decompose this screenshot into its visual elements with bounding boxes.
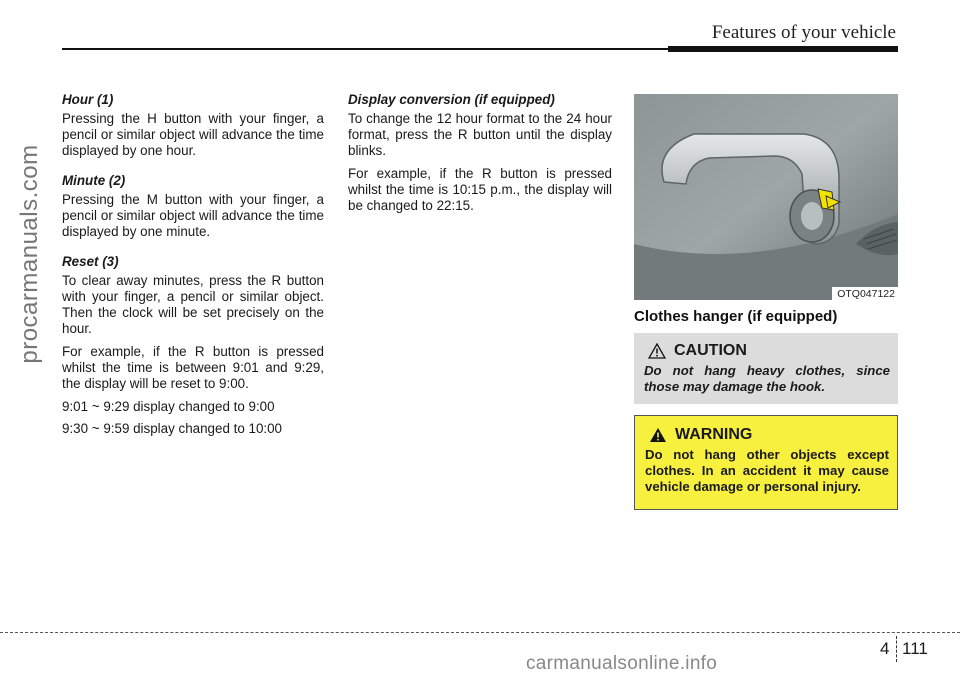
minute-text: Pressing the M button with your finger, a pencil or similar object will advance the time displayed by one minute. xyxy=(62,192,324,239)
footer-rule xyxy=(0,632,960,633)
text-column-left xyxy=(62,92,324,443)
figure-caption: OTQ047122 xyxy=(832,287,898,300)
reset-heading: Reset (3) xyxy=(62,254,119,269)
side-watermark: procarmanuals.com xyxy=(16,144,43,364)
caution-label: CAUTION xyxy=(674,342,747,359)
caution-box xyxy=(634,333,898,404)
warning-label: WARNING xyxy=(675,426,753,443)
header-bar xyxy=(668,46,898,52)
hour-text: Pressing the H button with your finger, a pencil or similar object will advance the time displayed by one hour. xyxy=(62,111,324,158)
hour-heading: Hour (1) xyxy=(62,92,114,107)
bottom-watermark: carmanualsonline.info xyxy=(526,653,718,674)
warning-box xyxy=(634,415,898,510)
caution-text: Do not hang heavy clothes, since those may damage the hook. xyxy=(644,363,890,394)
hanger-illustration xyxy=(634,94,898,300)
footer-separator xyxy=(896,636,897,662)
page-header-title: Features of your vehicle xyxy=(711,22,896,43)
display-conversion-example: For example, if the R button is pressed whilst the time is 10:15 p.m., the display will be changed to 22:15. xyxy=(348,166,612,213)
section-title: Clothes hanger (if equipped) xyxy=(634,308,838,325)
reset-example: For example, if the R button is pressed whilst the time is between 9:01 and 9:29, the display will be reset to 9:00. xyxy=(62,344,324,391)
reset-line-2: 9:30 ~ 9:59 display changed to 10:00 xyxy=(62,421,283,436)
footer-chapter-number: 4 xyxy=(880,639,890,658)
caution-header xyxy=(644,342,890,360)
display-conversion-text: To change the 12 hour format to the 24 hour format, press the R button until the display blinks. xyxy=(348,111,612,158)
warning-header xyxy=(645,426,889,444)
warning-triangle-icon xyxy=(649,427,667,443)
text-column-middle xyxy=(348,92,612,221)
warning-text: Do not hang other objects except clothes. In an accident it may cause vehicle damage or personal injury. xyxy=(645,447,889,494)
reset-line-1: 9:01 ~ 9:29 display changed to 9:00 xyxy=(62,399,275,414)
display-conversion-heading: Display conversion (if equipped) xyxy=(348,92,555,107)
reset-text: To clear away minutes, press the R button with your finger, a pencil or similar object. Then the clock will be set precisely on the hour. xyxy=(62,273,324,336)
footer-page-number: 111 xyxy=(902,639,928,658)
clothes-hanger-photo xyxy=(634,94,898,300)
minute-heading: Minute (2) xyxy=(62,173,126,188)
caution-triangle-icon xyxy=(648,343,666,359)
